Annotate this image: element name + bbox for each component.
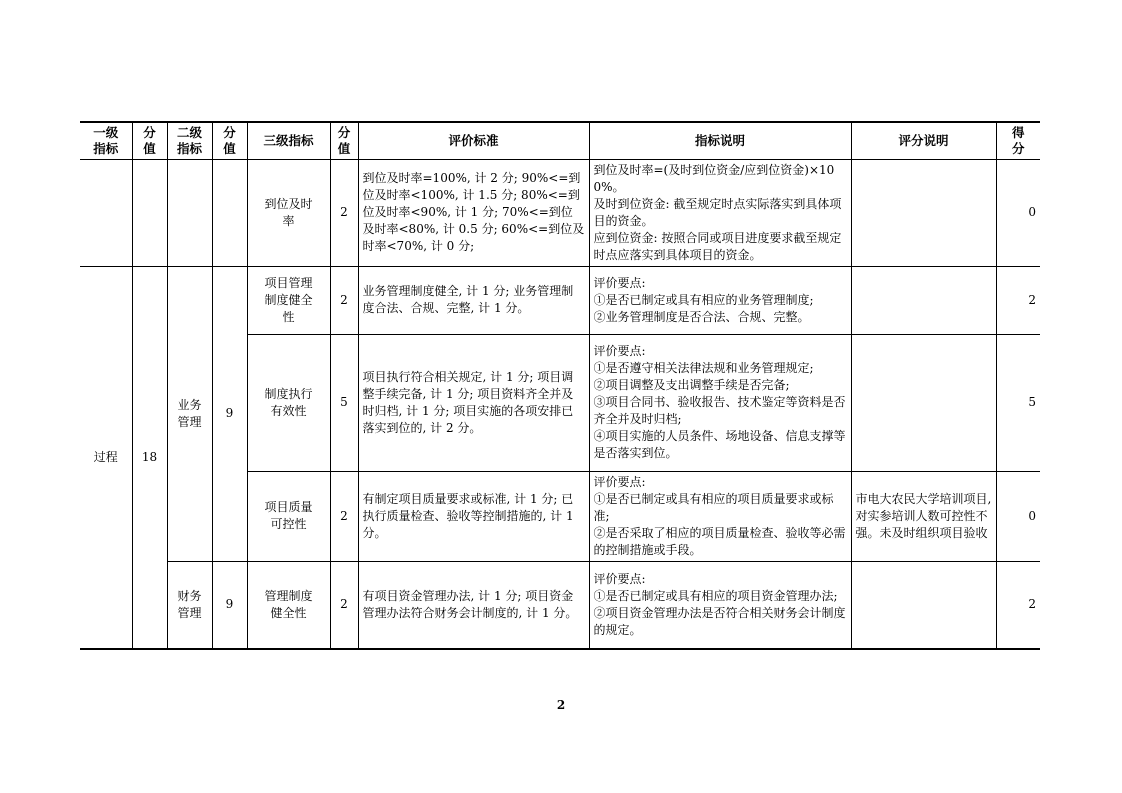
level2-business: 业务 管理 — [167, 266, 212, 561]
level2-finance: 财务 管理 — [167, 561, 212, 649]
header-score1: 分 值 — [132, 122, 167, 159]
score2-business: 9 — [212, 266, 247, 561]
explanation-finance: 评价要点: ①是否已制定或具有相应的项目资金管理办法; ②项目资金管理办法是否符合相关财务会计制度的规定。 — [589, 561, 851, 649]
header-score2: 分 值 — [212, 122, 247, 159]
table-row-finance — [80, 561, 1040, 649]
indicator-system: 项目管理 制度健全 性 — [247, 266, 330, 334]
indicator-arrival: 到位及时 率 — [247, 159, 330, 266]
score2-finance: 9 — [212, 561, 247, 649]
score-execution: 5 — [996, 334, 1040, 471]
header-level1: 一级 指标 — [80, 122, 132, 159]
criteria-execution: 项目执行符合相关规定, 计 1 分; 项目调整手续完备, 计 1 分; 项目资料齐全并及时归档, 计 1 分; 项目实施的各项安排已落实到位的, 计 2 分。 — [358, 334, 589, 471]
note-quality: 市电大农民大学培训项目, 对实参培训人数可控性不强。未及时组织项目验收 — [851, 471, 996, 561]
level1-process: 过程 — [80, 266, 132, 649]
note-execution — [851, 334, 996, 471]
criteria-quality: 有制定项目质量要求或标准, 计 1 分; 已执行质量检查、验收等控制措施的, 计 1 分。 — [358, 471, 589, 561]
indicator-finance: 管理制度 健全性 — [247, 561, 330, 649]
empty-cell — [132, 159, 167, 266]
header-score: 得 分 — [996, 122, 1040, 159]
header-level3: 三级指标 — [247, 122, 330, 159]
score-finance: 2 — [996, 561, 1040, 649]
weight-execution: 5 — [330, 334, 358, 471]
weight-system: 2 — [330, 266, 358, 334]
evaluation-table — [80, 121, 1040, 650]
page-number: 2 — [556, 698, 566, 712]
score-quality: 0 — [996, 471, 1040, 561]
header-scoring-note: 评分说明 — [851, 122, 996, 159]
indicator-execution: 制度执行 有效性 — [247, 334, 330, 471]
explanation-arrival: 到位及时率=(及时到位资金/应到位资金)×100%。 及时到位资金: 截至规定时点实际落实到具体项目的资金。 应到位资金: 按照合同或项目进度要求截至规定时点应落实到具体项目的资金。 — [589, 159, 851, 266]
header-level2: 二级 指标 — [167, 122, 212, 159]
indicator-quality: 项目质量 可控性 — [247, 471, 330, 561]
empty-cell — [167, 159, 212, 266]
criteria-finance: 有项目资金管理办法, 计 1 分; 项目资金管理办法符合财务会计制度的, 计 1 分。 — [358, 561, 589, 649]
explanation-system: 评价要点: ①是否已制定或具有相应的业务管理制度; ②业务管理制度是否合法、合规、完整。 — [589, 266, 851, 334]
weight-quality: 2 — [330, 471, 358, 561]
empty-cell — [80, 159, 132, 266]
criteria-system: 业务管理制度健全, 计 1 分; 业务管理制度合法、合规、完整, 计 1 分。 — [358, 266, 589, 334]
explanation-quality: 评价要点: ①是否已制定或具有相应的项目质量要求或标准; ②是否采取了相应的项目质量检查、验收等必需的控制措施或手段。 — [589, 471, 851, 561]
weight-finance: 2 — [330, 561, 358, 649]
empty-cell — [212, 159, 247, 266]
explanation-execution: 评价要点: ①是否遵守相关法律法规和业务管理规定; ②项目调整及支出调整手续是否完备; ③项目合同书、验收报告、技术鉴定等资料是否齐全并及时归档; ④项目实施的人员条件、场地设备、信息支撑等是否落实到位。 — [589, 334, 851, 471]
score1-process: 18 — [132, 266, 167, 649]
header-criteria: 评价标准 — [358, 122, 589, 159]
score-arrival: 0 — [996, 159, 1040, 266]
header-row — [80, 122, 1040, 159]
weight-arrival: 2 — [330, 159, 358, 266]
table-row-system — [80, 266, 1040, 334]
criteria-arrival: 到位及时率=100%, 计 2 分; 90%<=到位及时率<100%, 计 1.5 分; 80%<=到位及时率<90%, 计 1 分; 70%<=到位及时率<80%, 计 0.5 分; 60%<=到位及时率<70%, 计 0 分; — [358, 159, 589, 266]
table-row-arrival — [80, 159, 1040, 266]
note-system — [851, 266, 996, 334]
note-finance — [851, 561, 996, 649]
note-arrival — [851, 159, 996, 266]
header-score3: 分 值 — [330, 122, 358, 159]
score-system: 2 — [996, 266, 1040, 334]
header-explanation: 指标说明 — [589, 122, 851, 159]
